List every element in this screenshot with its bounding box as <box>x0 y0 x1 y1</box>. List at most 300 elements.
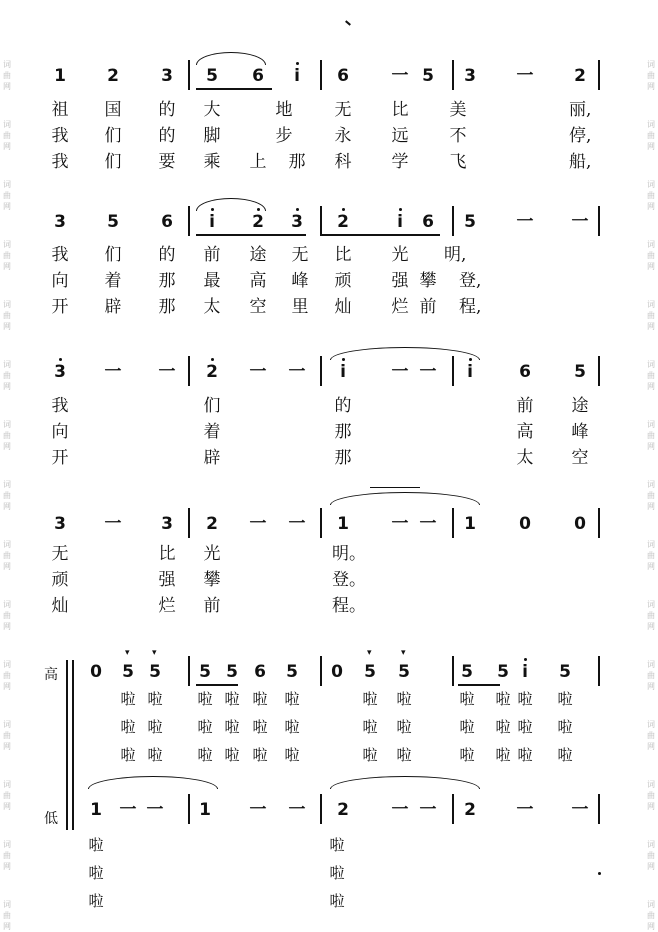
lyric-char: 太 <box>203 297 221 317</box>
note: i <box>340 362 346 382</box>
watermark-char: 网 <box>3 142 11 151</box>
barline <box>452 60 454 90</box>
lyric-char: 灿 <box>334 297 352 317</box>
watermark-char: 网 <box>3 202 11 211</box>
watermark-char: 词 <box>647 480 655 489</box>
note: 一 <box>516 66 534 86</box>
system-brace <box>66 660 68 830</box>
chorus-low-note: 一 <box>146 800 164 820</box>
watermark-char: 曲 <box>647 191 655 200</box>
watermark-char: 词 <box>647 240 655 249</box>
watermark-char: 曲 <box>3 731 11 740</box>
chorus-high-note: 6 <box>254 662 266 682</box>
watermark-char: 网 <box>3 322 11 331</box>
watermark-char: 网 <box>3 922 11 931</box>
watermark-char: 词 <box>647 600 655 609</box>
watermark-char: 曲 <box>647 791 655 800</box>
lyric-char: 美 <box>449 100 467 120</box>
note: 一 <box>104 362 122 382</box>
chorus-low-note: 1 <box>199 800 211 820</box>
lyric-char: 科 <box>334 152 352 172</box>
note: 一 <box>288 362 306 382</box>
chorus-low-lyric: 啦 <box>329 836 345 854</box>
lyric-char: 那 <box>334 448 352 468</box>
high-octave-dot <box>296 62 299 65</box>
lyric-char: 攀 <box>419 271 437 291</box>
chorus-low-lyric: 啦 <box>88 864 104 882</box>
chorus-lyric: 啦 <box>252 746 268 764</box>
chorus-lyric: 啦 <box>362 718 378 736</box>
note: 6 <box>252 66 264 86</box>
note: 5 <box>206 66 218 86</box>
watermark-char: 曲 <box>3 791 11 800</box>
lyric-char: 停, <box>569 126 592 146</box>
chorus-lyric: 啦 <box>495 690 511 708</box>
barline <box>188 356 190 386</box>
watermark-char: 网 <box>3 862 11 871</box>
chorus-lyric: 啦 <box>147 746 163 764</box>
slur <box>196 198 266 211</box>
barline <box>598 794 600 824</box>
watermark-char: 曲 <box>647 131 655 140</box>
chorus-lyric: 啦 <box>197 746 213 764</box>
lyric-char: 地 <box>275 100 293 120</box>
note: 一 <box>391 514 409 534</box>
note: 5 <box>464 212 476 232</box>
slur <box>330 492 480 505</box>
lyric-char: 们 <box>203 396 221 416</box>
watermark-char: 曲 <box>647 71 655 80</box>
watermark-char: 曲 <box>647 371 655 380</box>
note: 一 <box>516 212 534 232</box>
chorus-lyric: 啦 <box>459 690 475 708</box>
high-octave-dot <box>399 208 402 211</box>
note: 2 <box>206 362 218 382</box>
lyric-char: 程, <box>459 297 482 317</box>
lyric-char: 登, <box>459 271 482 291</box>
barline <box>188 508 190 538</box>
watermark-char: 曲 <box>3 191 11 200</box>
lyric-char: 光 <box>203 544 221 564</box>
chorus-lyric: 啦 <box>252 718 268 736</box>
chorus-low-note: 一 <box>391 800 409 820</box>
lyric-char: 程。 <box>332 596 366 616</box>
lyric-char: 比 <box>334 245 352 265</box>
lyric-char: 烂 <box>391 297 409 317</box>
lyric-char: 峰 <box>571 422 589 442</box>
slur <box>330 347 480 360</box>
lyric-char: 辟 <box>203 448 221 468</box>
watermark-char: 词 <box>3 120 11 129</box>
note: 3 <box>161 514 173 534</box>
watermark-char: 网 <box>3 742 11 751</box>
watermark-char: 词 <box>3 600 11 609</box>
lyric-char: 比 <box>158 544 176 564</box>
watermark-char: 网 <box>647 202 655 211</box>
watermark-char: 网 <box>3 382 11 391</box>
watermark-char: 网 <box>647 802 655 811</box>
lyric-char: 国 <box>104 100 122 120</box>
watermark-char: 网 <box>647 442 655 451</box>
chorus-lyric: 啦 <box>396 718 412 736</box>
note: 6 <box>519 362 531 382</box>
watermark-char: 曲 <box>3 671 11 680</box>
lyric-char: 永 <box>334 126 352 146</box>
note: 5 <box>422 66 434 86</box>
chorus-high-note: 5 <box>149 662 161 682</box>
barline <box>452 508 454 538</box>
lyric-char: 强 <box>391 271 409 291</box>
lyric-char: 步 <box>275 126 293 146</box>
lyric-char: 强 <box>158 570 176 590</box>
lyric-char: 着 <box>203 422 221 442</box>
lyric-char: 学 <box>391 152 409 172</box>
lyric-char: 的 <box>158 126 176 146</box>
chorus-low-lyric: 啦 <box>329 892 345 910</box>
chorus-high-note: 5 <box>364 662 376 682</box>
watermark-char: 词 <box>3 420 11 429</box>
note: 一 <box>391 66 409 86</box>
chorus-low-lyric: 啦 <box>88 892 104 910</box>
accent-mark: ▾ <box>367 648 372 658</box>
lyric-char: 高 <box>249 271 267 291</box>
chorus-lyric: 啦 <box>252 690 268 708</box>
chorus-low-note: 1 <box>90 800 102 820</box>
chorus-lyric: 啦 <box>459 718 475 736</box>
barline <box>188 794 190 824</box>
lyric-char: 登。 <box>332 570 366 590</box>
lyric-char: 丽, <box>569 100 592 120</box>
lyric-char: 烂 <box>158 596 176 616</box>
barline <box>320 206 322 236</box>
note: 3 <box>54 362 66 382</box>
barline <box>452 206 454 236</box>
lyric-char: 开 <box>51 297 69 317</box>
watermark-char: 曲 <box>647 671 655 680</box>
watermark-char: 网 <box>3 442 11 451</box>
barline <box>452 356 454 386</box>
chorus-low-note: 一 <box>571 800 589 820</box>
chorus-lyric: 啦 <box>284 690 300 708</box>
barline <box>188 656 190 686</box>
lyric-char: 辟 <box>104 297 122 317</box>
lyric-char: 前 <box>516 396 534 416</box>
lyric-char: 的 <box>334 396 352 416</box>
lyric-char: 大 <box>203 100 221 120</box>
chorus-lyric: 啦 <box>197 718 213 736</box>
beam-underline <box>320 234 440 236</box>
chorus-low-note: 一 <box>249 800 267 820</box>
lyric-char: 上 <box>249 152 267 172</box>
note: 一 <box>571 212 589 232</box>
barline <box>452 794 454 824</box>
chorus-lyric: 啦 <box>120 718 136 736</box>
watermark-char: 网 <box>647 322 655 331</box>
chorus-lyric: 啦 <box>557 718 573 736</box>
barline <box>598 60 600 90</box>
chorus-lyric: 啦 <box>517 690 533 708</box>
watermark-char: 曲 <box>3 371 11 380</box>
watermark-char: 词 <box>647 120 655 129</box>
chorus-high-note: 5 <box>497 662 509 682</box>
note: 0 <box>519 514 531 534</box>
note: 3 <box>464 66 476 86</box>
barline <box>320 656 322 686</box>
watermark-char: 词 <box>3 300 11 309</box>
note: 2 <box>107 66 119 86</box>
chorus-high-note: 5 <box>226 662 238 682</box>
chorus-lyric: 啦 <box>362 746 378 764</box>
watermark-char: 词 <box>647 60 655 69</box>
barline <box>598 206 600 236</box>
lyric-char: 祖 <box>51 100 69 120</box>
note: 5 <box>107 212 119 232</box>
chorus-low-note: 2 <box>464 800 476 820</box>
lyric-char: 比 <box>391 100 409 120</box>
note: 1 <box>464 514 476 534</box>
lyric-char: 光 <box>391 245 409 265</box>
barline <box>598 508 600 538</box>
lyric-char: 最 <box>203 271 221 291</box>
chorus-lyric: 啦 <box>459 746 475 764</box>
lyric-char: 们 <box>104 126 122 146</box>
lyric-char: 我 <box>51 126 69 146</box>
lyric-char: 船, <box>569 152 592 172</box>
watermark-char: 网 <box>3 802 11 811</box>
note: 一 <box>288 514 306 534</box>
barline <box>320 356 322 386</box>
chorus-lyric: 啦 <box>557 690 573 708</box>
lyric-char: 无 <box>334 100 352 120</box>
lyric-char: 顽 <box>51 570 69 590</box>
slur <box>330 776 480 789</box>
system-brace-inner <box>72 660 74 830</box>
high-octave-dot <box>524 658 527 661</box>
watermark-char: 曲 <box>3 911 11 920</box>
lyric-char: 要 <box>158 152 176 172</box>
barline <box>598 356 600 386</box>
beam-underline <box>458 684 500 686</box>
stray-mark <box>345 20 351 25</box>
watermark-char: 曲 <box>3 251 11 260</box>
lyric-char: 们 <box>104 245 122 265</box>
note: 一 <box>104 514 122 534</box>
watermark-char: 曲 <box>647 431 655 440</box>
watermark-char: 网 <box>647 382 655 391</box>
voice-label-high: 高 <box>44 667 58 683</box>
watermark-char: 网 <box>3 82 11 91</box>
note: 2 <box>252 212 264 232</box>
watermark-char: 网 <box>647 142 655 151</box>
tie <box>370 487 420 488</box>
note: 6 <box>422 212 434 232</box>
watermark-char: 曲 <box>3 131 11 140</box>
watermark-char: 曲 <box>647 251 655 260</box>
lyric-char: 们 <box>104 152 122 172</box>
lyric-char: 不 <box>449 126 467 146</box>
lyric-char: 远 <box>391 126 409 146</box>
barline <box>598 656 600 686</box>
barline <box>188 60 190 90</box>
lyric-char: 攀 <box>203 570 221 590</box>
voice-label-low: 低 <box>44 811 58 827</box>
lyric-char: 明。 <box>332 544 366 564</box>
chorus-lyric: 啦 <box>147 718 163 736</box>
chorus-lyric: 啦 <box>120 690 136 708</box>
lyric-char: 飞 <box>449 152 467 172</box>
high-octave-dot <box>296 208 299 211</box>
watermark-char: 曲 <box>3 431 11 440</box>
chorus-low-note: 一 <box>516 800 534 820</box>
watermark-char: 曲 <box>647 491 655 500</box>
note: 一 <box>158 362 176 382</box>
chorus-high-note: i <box>522 662 528 682</box>
lyric-char: 那 <box>158 297 176 317</box>
chorus-low-lyric: 啦 <box>88 836 104 854</box>
watermark-char: 网 <box>647 502 655 511</box>
chorus-lyric: 啦 <box>224 690 240 708</box>
chorus-low-note: 一 <box>119 800 137 820</box>
lyric-char: 开 <box>51 448 69 468</box>
chorus-low-lyric: 啦 <box>329 864 345 882</box>
chorus-lyric: 啦 <box>396 746 412 764</box>
lyric-char: 向 <box>51 271 69 291</box>
lyric-char: 空 <box>571 448 589 468</box>
watermark-char: 网 <box>3 262 11 271</box>
chorus-lyric: 啦 <box>495 746 511 764</box>
note: 3 <box>54 514 66 534</box>
barline <box>320 794 322 824</box>
slur <box>196 52 266 65</box>
note: i <box>397 212 403 232</box>
note: i <box>467 362 473 382</box>
watermark-char: 词 <box>3 900 11 909</box>
watermark-char: 词 <box>3 60 11 69</box>
watermark-char: 网 <box>3 682 11 691</box>
note: 3 <box>54 212 66 232</box>
lyric-char: 那 <box>158 271 176 291</box>
lyric-char: 那 <box>334 422 352 442</box>
chorus-lyric: 啦 <box>517 746 533 764</box>
watermark-char: 曲 <box>3 851 11 860</box>
watermark-char: 曲 <box>3 71 11 80</box>
watermark-char: 网 <box>647 262 655 271</box>
barline <box>452 656 454 686</box>
chorus-high-note: 5 <box>122 662 134 682</box>
lyric-char: 的 <box>158 245 176 265</box>
watermark-char: 网 <box>3 502 11 511</box>
chorus-lyric: 啦 <box>147 690 163 708</box>
watermark-char: 曲 <box>647 551 655 560</box>
chorus-high-note: 5 <box>559 662 571 682</box>
slur <box>88 776 218 789</box>
watermark-char: 曲 <box>647 911 655 920</box>
watermark-char: 词 <box>3 540 11 549</box>
lyric-char: 那 <box>288 152 306 172</box>
chorus-low-note: 一 <box>419 800 437 820</box>
beam-underline <box>196 684 238 686</box>
chorus-high-note: 5 <box>398 662 410 682</box>
note: 0 <box>574 514 586 534</box>
chorus-lyric: 啦 <box>224 718 240 736</box>
lyric-char: 的 <box>158 100 176 120</box>
chorus-lyric: 啦 <box>284 746 300 764</box>
chorus-lyric: 啦 <box>284 718 300 736</box>
chorus-high-note: 5 <box>199 662 211 682</box>
accent-mark: ▾ <box>401 648 406 658</box>
watermark-char: 网 <box>647 862 655 871</box>
barline <box>320 60 322 90</box>
lyric-char: 前 <box>419 297 437 317</box>
lyric-char: 无 <box>51 544 69 564</box>
watermark-char: 曲 <box>647 851 655 860</box>
lyric-char: 途 <box>249 245 267 265</box>
beam-underline <box>196 88 272 90</box>
watermark-char: 词 <box>647 180 655 189</box>
note: 1 <box>54 66 66 86</box>
lyric-char: 脚 <box>203 126 221 146</box>
note: 一 <box>249 362 267 382</box>
high-octave-dot <box>59 358 62 361</box>
watermark-char: 网 <box>647 682 655 691</box>
note: 5 <box>574 362 586 382</box>
chorus-low-note: 一 <box>288 800 306 820</box>
barline <box>188 206 190 236</box>
lyric-char: 乘 <box>203 152 221 172</box>
beam-underline <box>196 234 306 236</box>
note: 6 <box>161 212 173 232</box>
note: 3 <box>161 66 173 86</box>
chorus-high-note: 0 <box>90 662 102 682</box>
watermark-char: 词 <box>3 360 11 369</box>
lyric-char: 顽 <box>334 271 352 291</box>
lyric-char: 途 <box>571 396 589 416</box>
note: 一 <box>391 362 409 382</box>
lyric-char: 里 <box>291 297 309 317</box>
accent-mark: ▾ <box>152 648 157 658</box>
lyric-char: 前 <box>203 596 221 616</box>
watermark-char: 词 <box>3 480 11 489</box>
watermark-char: 网 <box>3 622 11 631</box>
note: 1 <box>337 514 349 534</box>
chorus-lyric: 啦 <box>557 746 573 764</box>
lyric-char: 灿 <box>51 596 69 616</box>
note: 2 <box>337 212 349 232</box>
watermark-char: 曲 <box>647 611 655 620</box>
watermark-char: 词 <box>3 240 11 249</box>
watermark-char: 词 <box>647 720 655 729</box>
lyric-char: 峰 <box>291 271 309 291</box>
note: 一 <box>419 514 437 534</box>
accent-mark: ▾ <box>125 648 130 658</box>
lyric-char: 我 <box>51 152 69 172</box>
watermark-char: 词 <box>647 780 655 789</box>
chorus-lyric: 啦 <box>517 718 533 736</box>
watermark-char: 网 <box>647 622 655 631</box>
note: i <box>294 66 300 86</box>
lyric-char: 我 <box>51 245 69 265</box>
chorus-low-note: 2 <box>337 800 349 820</box>
chorus-lyric: 啦 <box>396 690 412 708</box>
watermark-char: 网 <box>647 82 655 91</box>
chorus-high-note: 0 <box>331 662 343 682</box>
watermark-char: 词 <box>647 420 655 429</box>
note: 6 <box>337 66 349 86</box>
watermark-char: 网 <box>647 562 655 571</box>
note: 2 <box>206 514 218 534</box>
lyric-char: 向 <box>51 422 69 442</box>
chorus-lyric: 啦 <box>120 746 136 764</box>
